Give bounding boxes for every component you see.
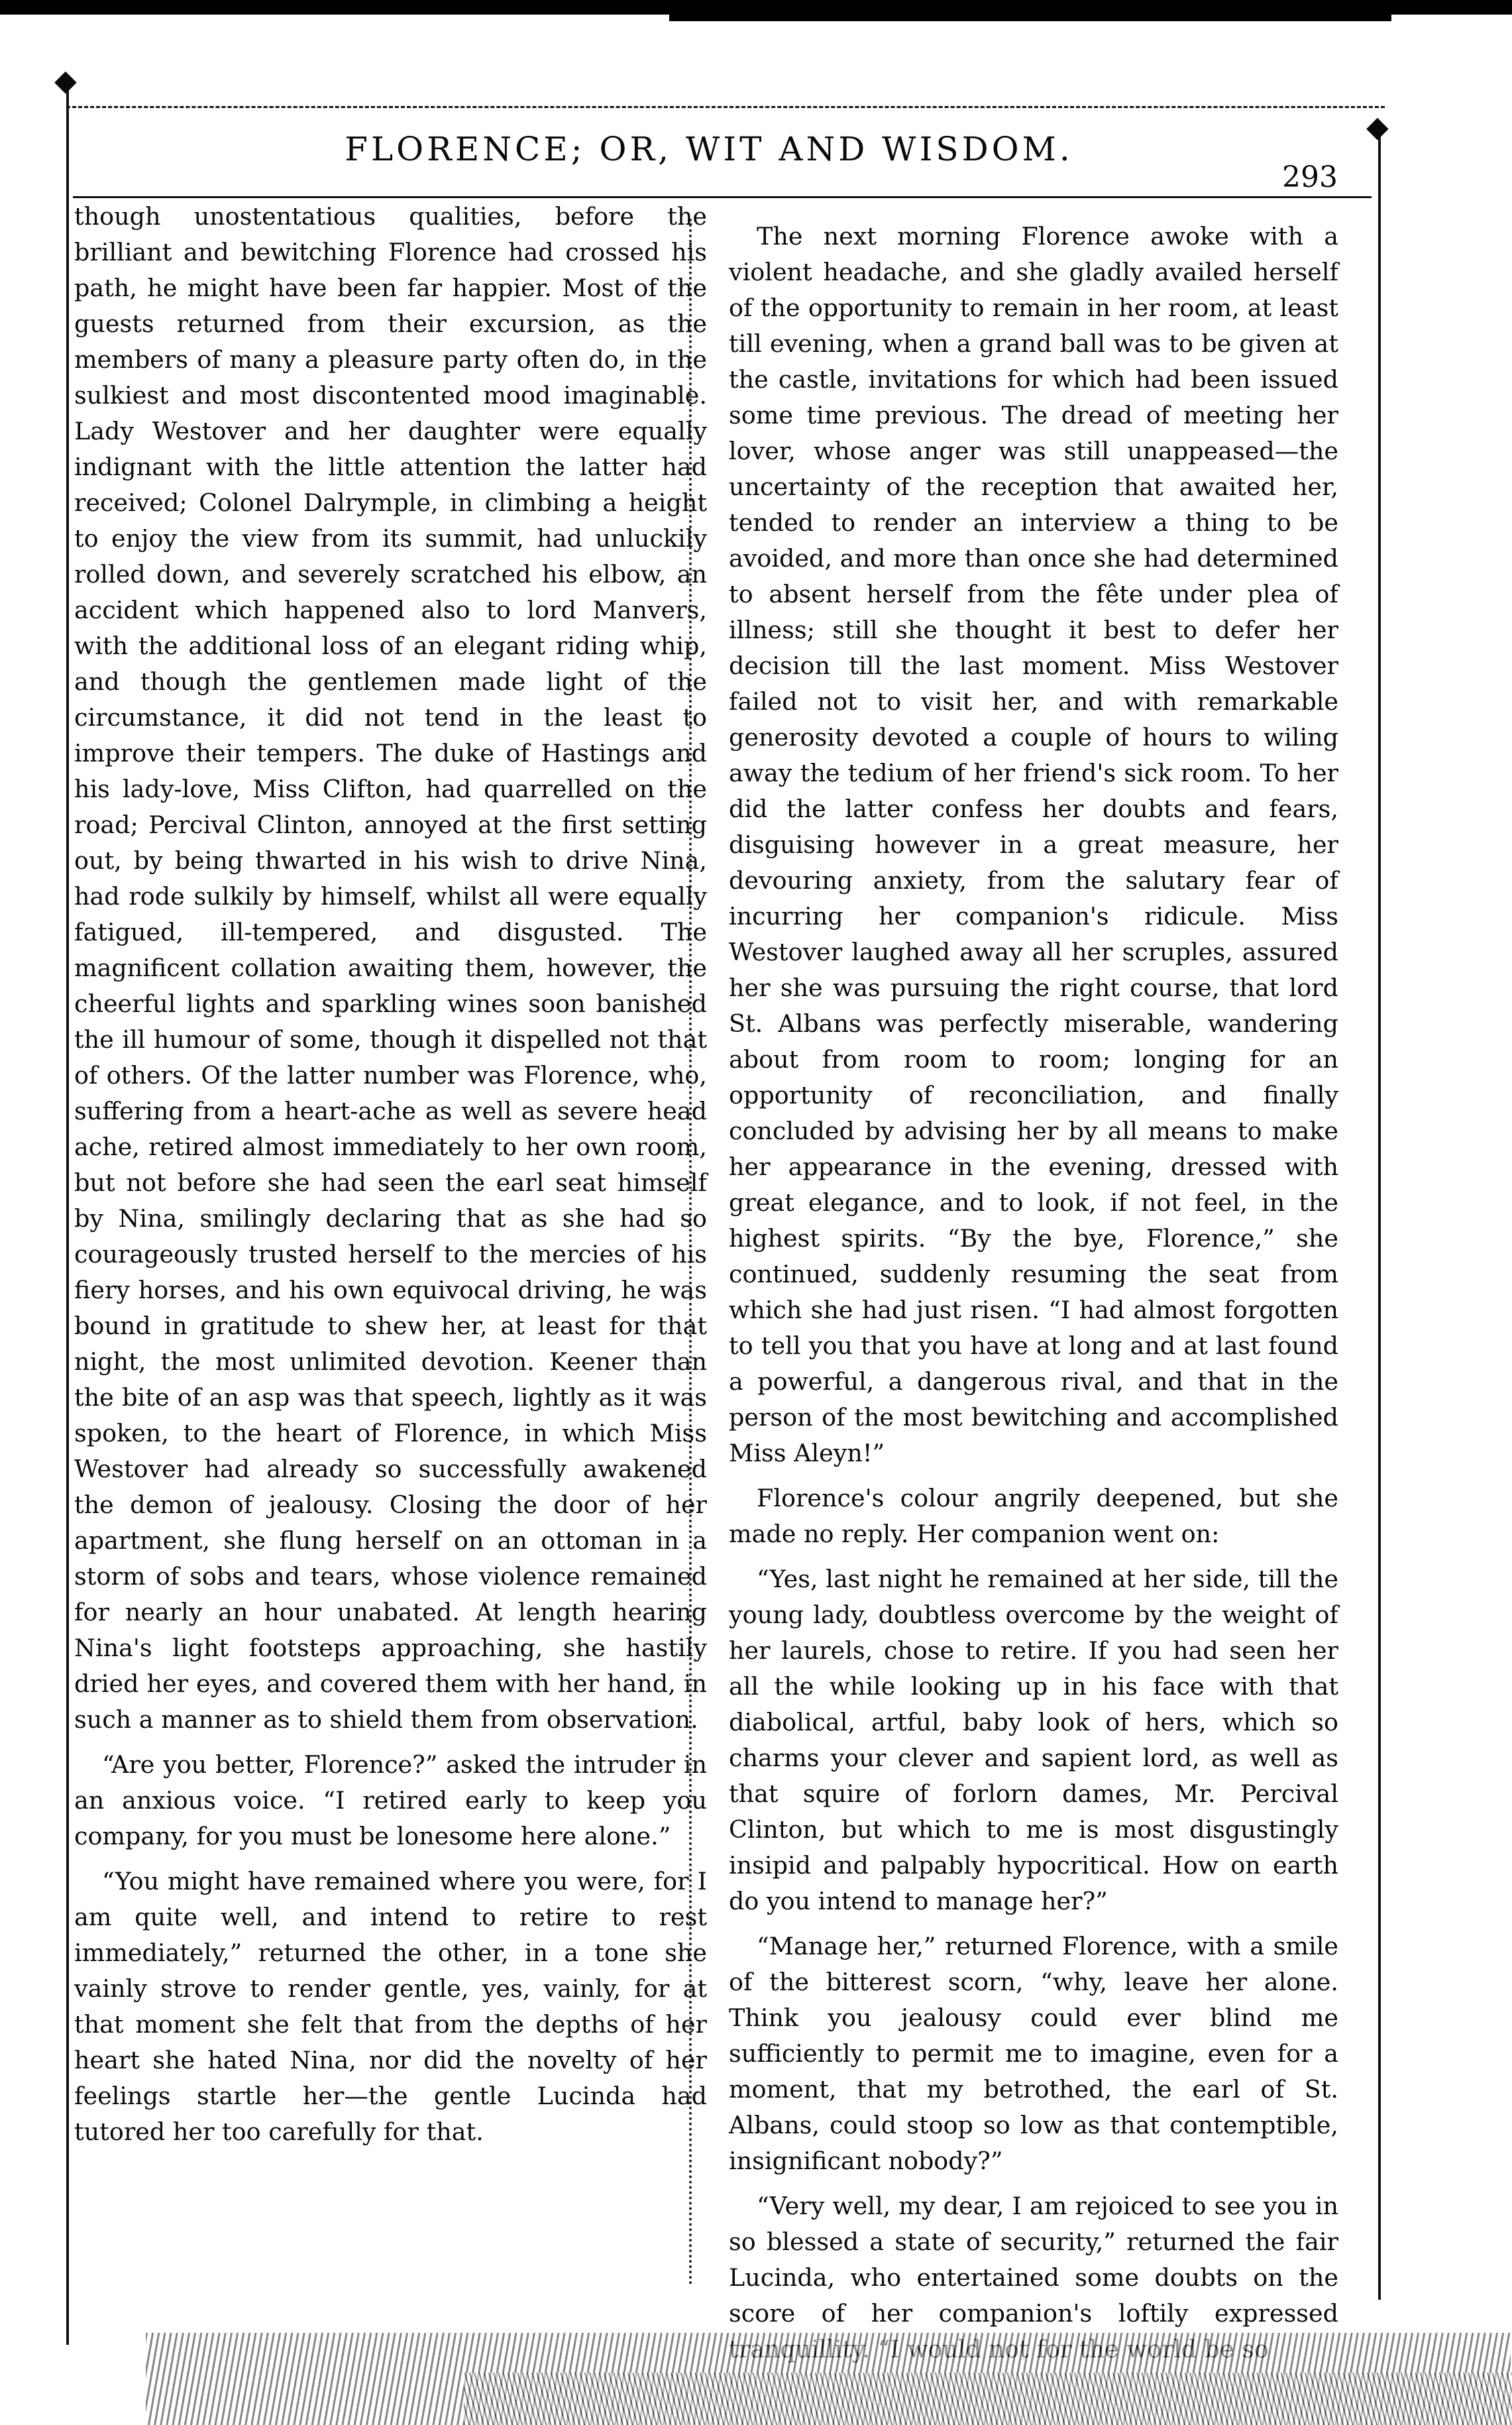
- paragraph: “Yes, last night he remained at her side, till the young lady, doubtless overcome by the weight of her laurels, chose to retire. If you had seen her all the while looking up in his face with that diabolical, artful, baby look of hers, which so charms your clever and sapient lord, as well as that squire of forlorn dames, Mr. Percival Clinton, but which to me is most disgustingly insipid and palpably hypocritical. How on earth do you intend to manage her?”: [729, 1565, 1338, 1915]
- scan-bottom-noise: [464, 2373, 1512, 2425]
- paragraph: though unostentatious qualities, before the brilliant and bewitching Florence had crossed his path, he might have been far happier. Most of the guests returned from their excursion, as the members of many a pleasure party often do, in the sulkiest and most discontented mood imaginable. Lady Westover and her daughter were equally indignant with the little attention the latter had received; Colonel Dalrymple, in climbing a height to enjoy the view from its summit, had unluckily rolled down, and severely scratched his elbow, an accident which happened also to lord Manvers, with the additional loss of an elegant riding whip, and though the gentlemen made light of the circumstance, it did not tend in the least to improve their tempers. The duke of Hastings and his lady-love, Miss Clifton, had quarrelled on the road; Percival Clinton, annoyed at the first setting out, by being thwarted in his wish to drive Nina, had rode sulkily by himself, whilst all were equally fatigued, ill-tempered, and disgusted. The magnificent collation awaiting them, however, the cheerful lights and sparkling wines soon banished the ill humour of some, though it dispelled not that of others. Of the latter number was Florence, who, suffering from a heart-ache as well as severe head ache, retired almost immediately to her own room, but not before she had seen the earl seat himself by Nina, smilingly declaring that as she had so courageously trusted herself to the mercies of his fiery horses, and his own equivocal driving, he was bound in gratitude to shew her, at least for that night, the most unlimited devotion. Keener than the bite of an asp was that speech, lightly as it was spoken, to the heart of Florence, in which Miss Westover had already so successfully awakened the demon of jealousy. Closing the door of her apartment, she flung herself on an ottoman in a storm of sobs and tears, whose violence remained for nearly an hour unabated. At length hearing Nina's light footsteps approaching, she hastily dried her eyes, and covered them with her hand, in such a manner as to shield them from observation.: [74, 202, 707, 1734]
- page-number: 293: [1282, 160, 1338, 194]
- paragraph: “Manage her,” returned Florence, with a smile of the bitterest scorn, “why, leave her alone. Think you jealousy could ever blind me sufficiently to permit me to imagine, even for a moment, that my betrothed, the earl of St. Albans, could stoop so low as that contemptible, insignificant nobody?”: [729, 1932, 1338, 2175]
- paragraph: Florence's colour angrily deepened, but she made no reply. Her companion went on:: [729, 1484, 1338, 1548]
- paragraph: “You might have remained where you were, for I am quite well, and intend to retire to rest immediately,” returned the other, in a tone she vainly strove to render gentle, yes, vainly, for at that moment she felt that from the depths of her heart she hated Nina, nor did the novelty of her feelings startle her—the gentle Lucinda had tutored her too carefully for that.: [74, 1867, 707, 2146]
- header-rule: [73, 196, 1372, 198]
- border-rule-top: [66, 106, 1385, 108]
- border-rule-left: [66, 78, 69, 2345]
- ornament-right-icon: ◆: [1366, 110, 1389, 144]
- border-rule-right: [1378, 126, 1381, 2300]
- right-column: [729, 219, 1338, 2367]
- left-column: [74, 199, 707, 2150]
- paragraph: The next morning Florence awoke with a violent headache, and she gladly availed herself of the opportunity to remain in her room, at least till evening, when a grand ball was to be given at the castle, invitations for which had been issued some time previous. The dread of meeting her lover, whose anger was still unappeased—the uncertainty of the reception that awaited her, tended to render an interview a thing to be avoided, and more than once she had determined to absent herself from the fête under plea of illness; still she thought it best to defer her decision till the last moment. Miss Westover failed not to visit her, and with remarkable generosity devoted a couple of hours to wiling away the tedium of her friend's sick room. To her did the latter confess her doubts and fears, disguising however in a great measure, her devouring anxiety, from the salutary fear of incurring her companion's ridicule. Miss Westover laughed away all her scruples, assured her she was pursuing the right course, that lord St. Albans was perfectly miserable, wandering about from room to room; longing for an opportunity of reconciliation, and finally concluded by advising her by all means to make her appearance in the evening, dressed with great elegance, and to look, if not feel, in the highest spirits. “By the bye, Florence,” she continued, suddenly resuming the seat from which she had just risen. “I had almost forgotten to tell you that you have at long and at last found a powerful, a dangerous rival, and that in the person of the most bewitching and accomplished Miss Aleyn!”: [729, 222, 1338, 1467]
- scan-top-shadow: [669, 0, 1391, 21]
- running-head-title: FLORENCE; OR, WIT AND WISDOM.: [345, 130, 1073, 168]
- paragraph: “Are you better, Florence?” asked the intruder in an anxious voice. “I retired early to keep you company, for you must be lonesome here alone.”: [74, 1750, 707, 1850]
- ornament-left-icon: ◆: [54, 64, 77, 97]
- paragraph: “Very well, my dear, I am rejoiced to see you in so blessed a state of security,” returned the fair Lucinda, who entertained some doubts on the score of her companion's loftily expressed: [729, 2192, 1338, 2328]
